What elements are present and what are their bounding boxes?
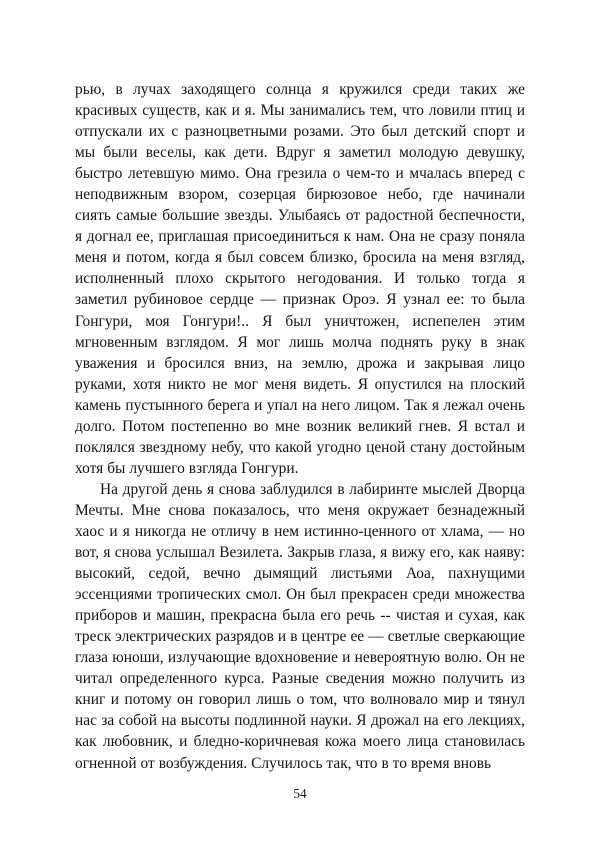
page-number: 54 [293,786,307,801]
page-text-block [75,79,525,774]
body-paragraph-1: рью, в лучах заходящего солнца я кружился среди таких же красивых существ, как и я. Мы занимались тем, что ловили птиц и отпускали их с разноцветными розами. Это был детский спорт и мы были веселы, как дети. Вдруг я заметил молодую девушку, быстро летевшую мимо. Она грезила о чем-то и мчалась вперед с неподвижным взором, созерцая бирюзовое небо, где начинали сиять самые большие звезды. Улыбаясь от радостной беспечности, я догнал ее, приглашая присоединиться к нам. Она не сразу поняла меня и потом, когда я был совсем близко, бросила на меня взгляд, исполненный плохо скрытого негодования. И только тогда я заметил рубиновое сердце — признак Ороэ. Я узнал ее: то была Гонгури, моя Гонгури!.. Я был уничтожен, испепелен этим мгновенным взглядом. Я мог лишь молча поднять руку в знак уважения и бросился вниз, на землю, дрожа и закрывая лицо руками, хотя никто не мог меня видеть. Я опустился на плоский камень пустынного берега и упал на него лицом. Так я лежал очень долго. Потом постепенно во мне возник великий гнев. Я встал и поклялся звездному небу, что какой угодно ценой стану достойным хотя бы лучшего взгляда Гонгури. [75,81,525,477]
body-paragraph-2: На другой день я снова заблудился в лабиринте мыслей Дворца Мечты. Мне снова показалось, что меня окружает безнадежный хаос и я никогда не отличу в нем истинно-ценного от хлама, — но вот, я снова услышал Везилета. Закрыв глаза, я вижу его, как наяву: высокий, седой, вечно дымящий листьями Аоа, пахнущими эссенциями тропических смол. Он был прекрасен среди множества приборов и машин, прекрасна была его речь -- чистая и сухая, как треск электрических разрядов и в центре ее — светлые сверкающие глаза юноши, излучающие вдохновение и невероятную волю. Он не читал определенного курса. Разные сведения можно получить из книг и потому он говорил лишь о том, что волновало мир и тянул нас за собой на высоты подлинной науки. Я дрожал на его лекциях, как любовник, и бледно-коричневая кожа моего лица становилась огненной от возбуждения. Случилось так, что в то время вновь [75,480,525,772]
